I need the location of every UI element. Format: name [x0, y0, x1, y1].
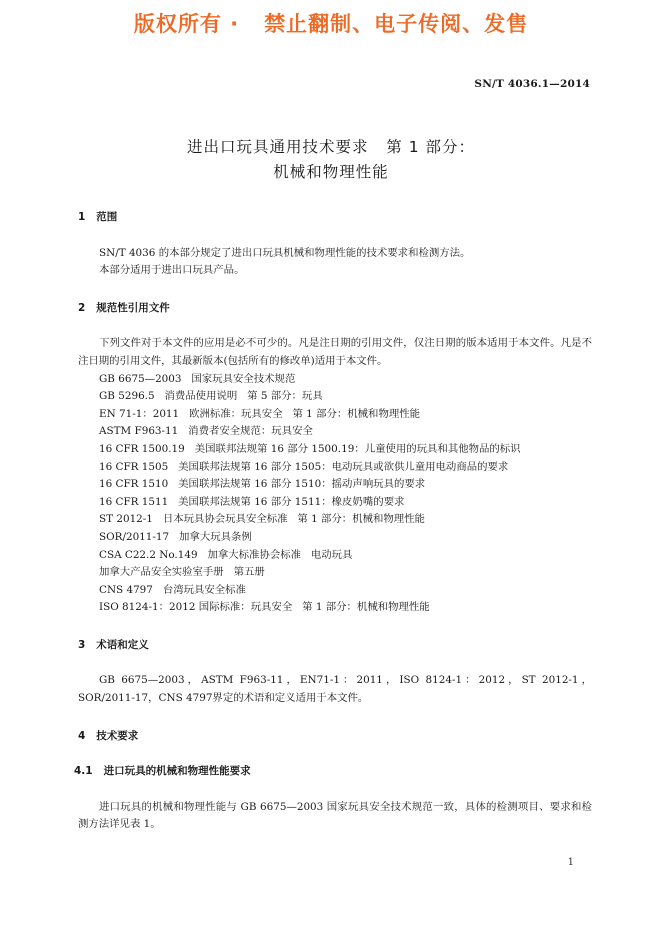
reference-item: EN 71-1：2011 欧洲标准：玩具安全 第 1 部分：机械和物理性能 [99, 407, 421, 420]
section-3-heading: 3 术语和定义 [78, 638, 149, 651]
reference-item: 16 CFR 1505 美国联邦法规第 16 部分 1505：电动玩具或欲供儿童用电动商品的要求 [99, 460, 509, 473]
standard-number: SN/T 4036.1—2014 [474, 78, 590, 90]
scope-paragraph-2: 本部分适用于进出口玩具产品。 [99, 264, 245, 277]
reference-item: GB 6675—2003 国家玩具安全技术规范 [99, 372, 296, 385]
reference-item: 加拿大产品安全实验室手册 第五册 [99, 566, 265, 579]
reference-item: ISO 8124-1：2012 国际标准：玩具安全 第 1 部分：机械和物理性能 [99, 601, 430, 614]
references-intro: 下列文件对于本文件的应用是必不可少的。凡是注日期的引用文件，仅注日期的版本适用于本文件。凡是不注日期的引用文件，其最新版本(包括所有的修改单)适用于本文件。 [78, 337, 592, 367]
section-2-heading: 2 规范性引用文件 [78, 301, 170, 314]
reference-item: 16 CFR 1510 美国联邦法规第 16 部分 1510：摇动声响玩具的要求 [99, 478, 426, 491]
reference-item: CNS 4797 台湾玩具安全标准 [99, 583, 246, 596]
reference-item: 16 CFR 1511 美国联邦法规第 16 部分 1511：橡皮奶嘴的要求 [99, 495, 405, 508]
section-4-1-heading: 4.1 进口玩具的机械和物理性能要求 [74, 765, 251, 778]
reference-item: 16 CFR 1500.19 美国联邦法规第 16 部分 1500.19：儿童使用的玩具和其他物品的标识 [99, 442, 521, 455]
reference-item: GB 5296.5 消费品使用说明 第 5 部分：玩具 [99, 390, 323, 403]
reference-item: CSA C22.2 No.149 加拿大标准协会标准 电动玩具 [99, 548, 353, 561]
scope-paragraph-1: SN/T 4036 的本部分规定了进出口玩具机械和物理性能的技术要求和检测方法。 [99, 246, 471, 259]
document-title-line-2: 机械和物理性能 [273, 163, 389, 181]
reference-item: ST 2012-1 日本玩具协会玩具安全标准 第 1 部分：机械和物理性能 [99, 513, 425, 526]
reference-item: SOR/2011-17 加拿大玩具条例 [99, 530, 252, 543]
requirements-paragraph: 进口玩具的机械和物理性能与 GB 6675—2003 国家玩具安全技术规范一致，具体的检测项目、要求和检测方法详见表 1。 [78, 800, 592, 831]
reference-item: ASTM F963-11 消费者安全规范：玩具安全 [99, 425, 313, 438]
terms-paragraph: GB 6675—2003，ASTM F963-11，EN71-1：2011，ISO 8124-1：2012，ST 2012-1，SOR/2011-17，CNS 4797界定的术语和定义适用于本文件。 [78, 674, 592, 705]
reference-list [78, 371, 592, 617]
page-number: 1 [567, 857, 574, 868]
document-title-line-1: 进出口玩具通用技术要求 第 1 部分： [187, 138, 475, 156]
copyright-watermark: 版权所有 · 禁止翻制、电子传阅、发售 [133, 12, 529, 36]
section-4-heading: 4 技术要求 [78, 729, 139, 742]
document-body [74, 209, 592, 834]
section-1-heading: 1 范围 [78, 211, 118, 223]
